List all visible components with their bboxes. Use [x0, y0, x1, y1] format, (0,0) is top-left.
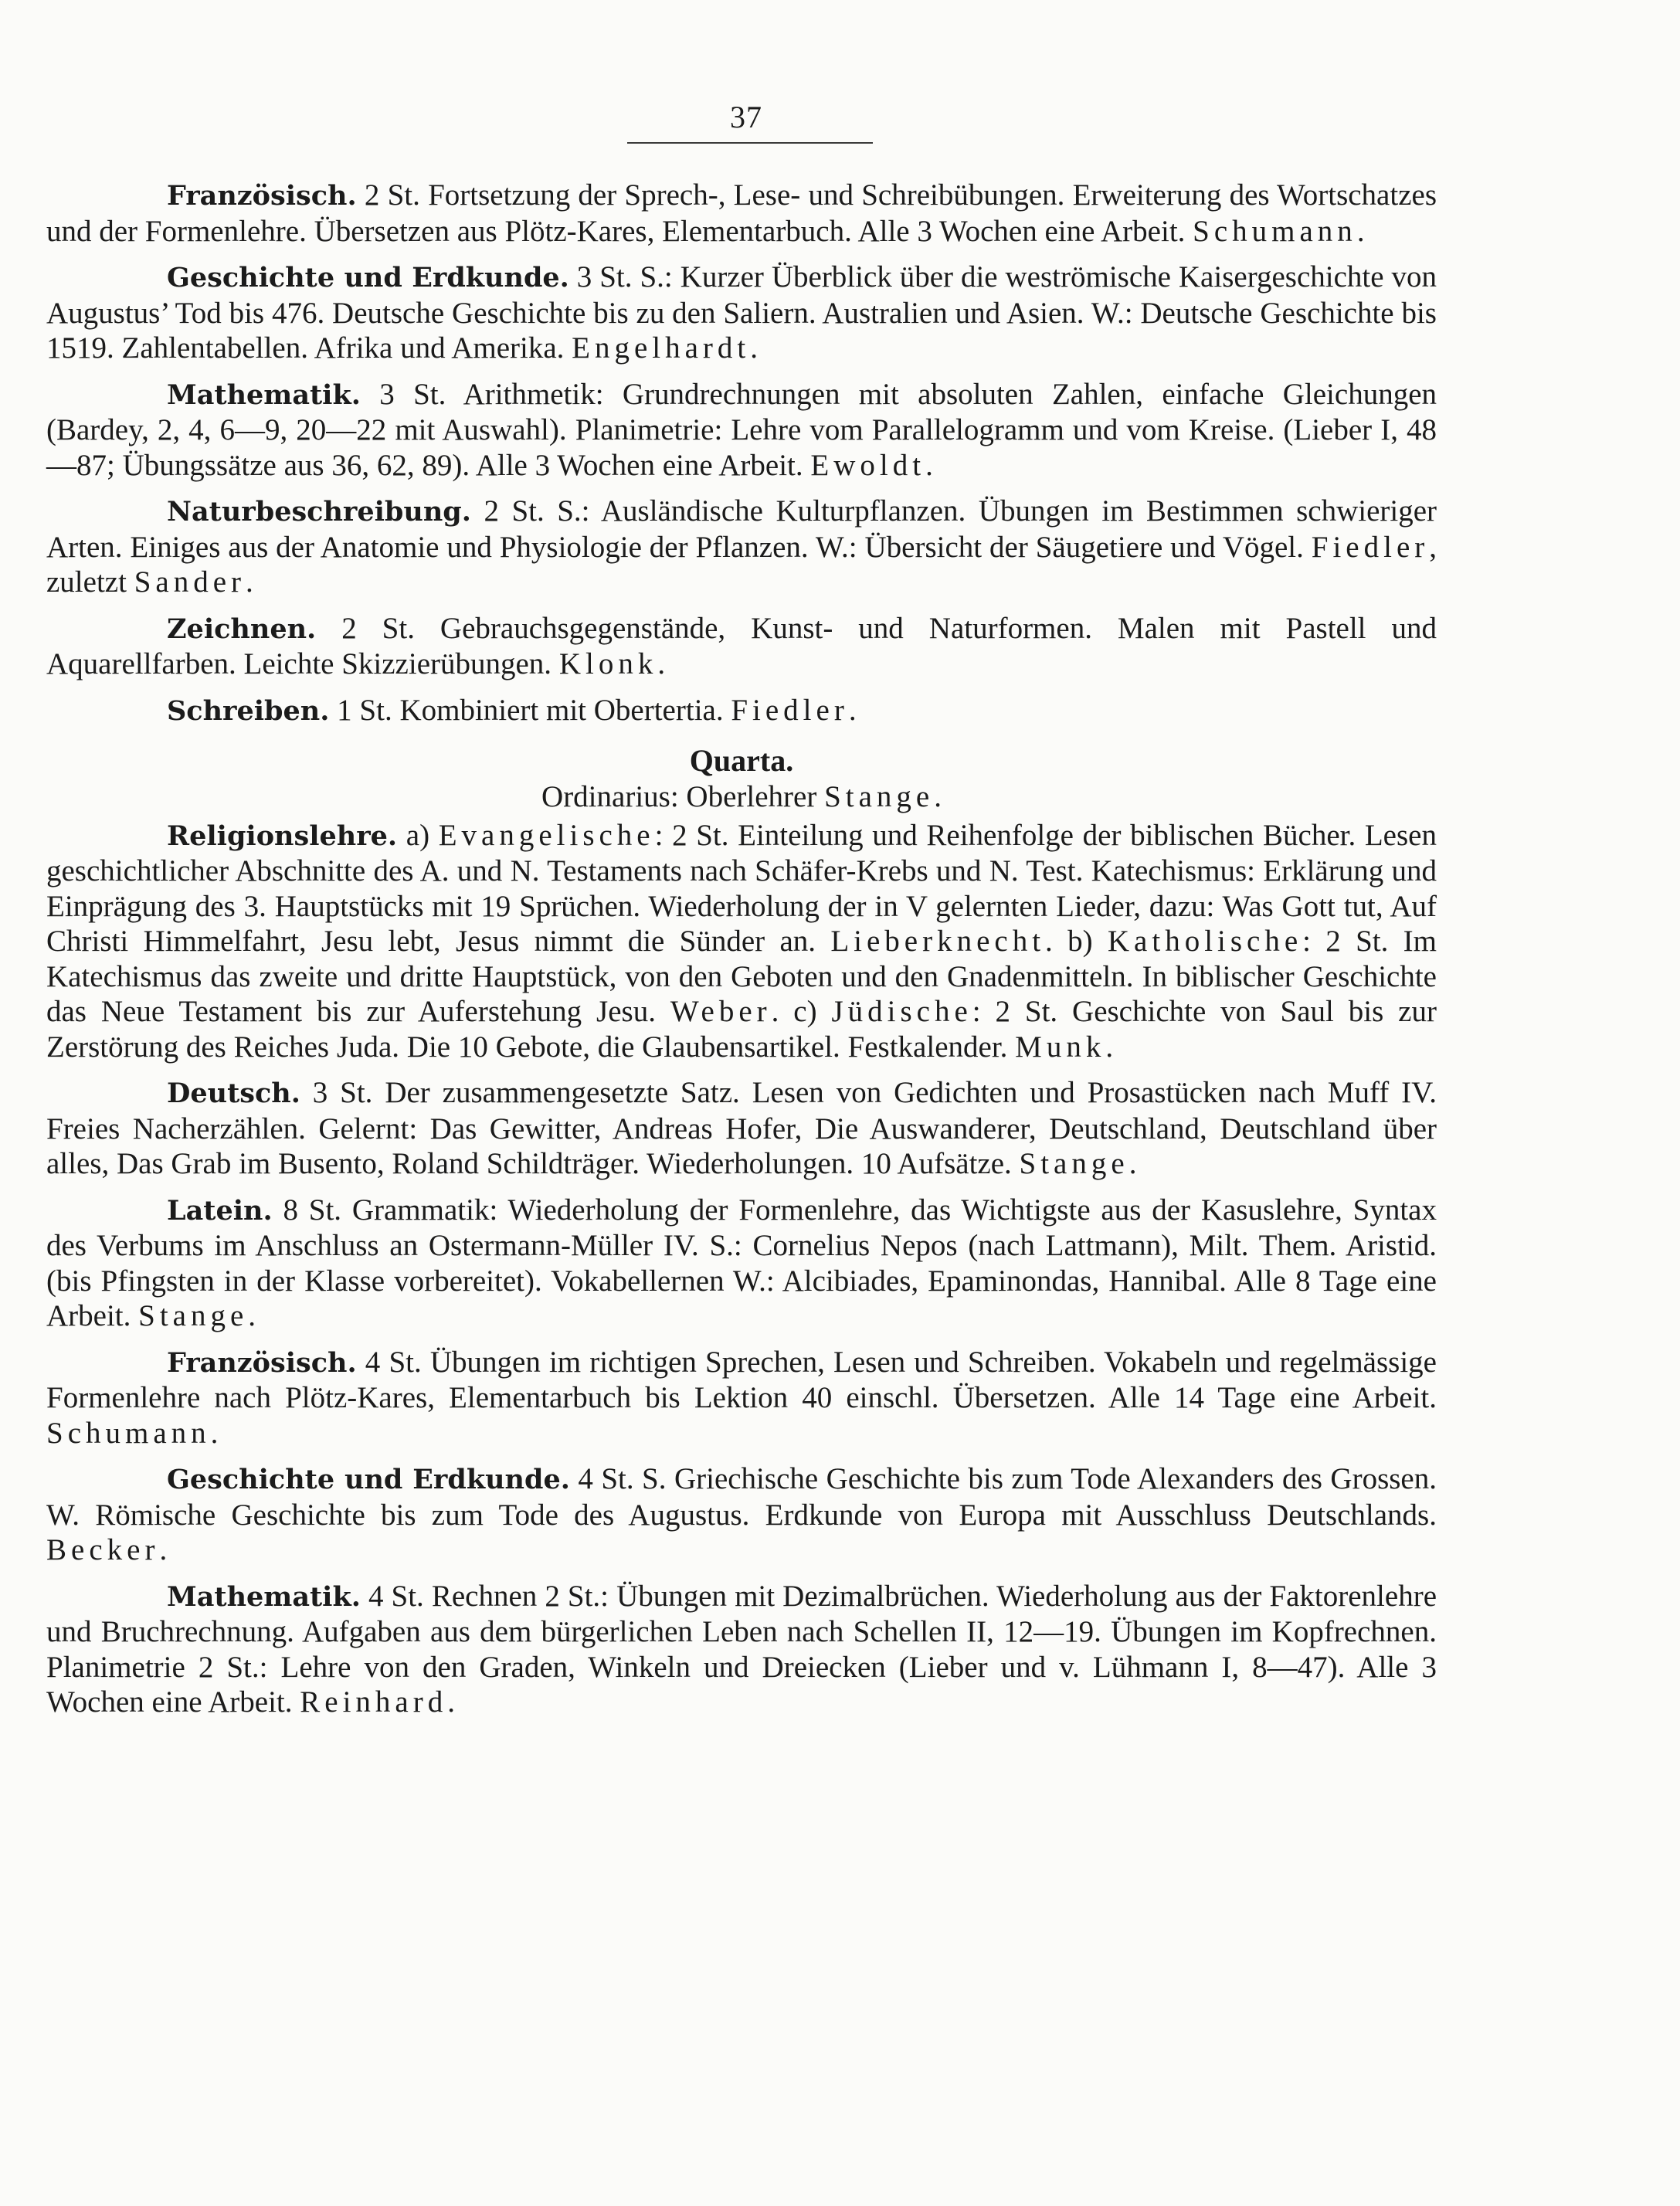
body-text: 2 St. Fortsetzung der Sprech-, Lese- und Schreibübungen. Erweiterung des Wortschatzes und der Formenlehre. Übersetzen aus Plötz-Kares, Elementarbuch. Alle 3 Wochen eine Arbeit. [46, 178, 1437, 248]
sections-quarta [46, 818, 1437, 1720]
body-text: 3 St. S.: Kurzer Überblick über die weströmische Kaisergeschichte von Augustus’ Tod bis 476. Deutsche Geschichte bis zu den Saliern. Australien und Asien. W.: Deutsche Geschichte bis 1519. Zahlentabellen. Afrika und Amerika. [46, 260, 1437, 365]
body-text: . [750, 331, 758, 365]
body-text: 2 St. Gebrauchsgegenstände, Kunst- und Naturformen. Malen mit Pastell und Aquarellfarben. Leichte Skizzierübungen. [46, 611, 1437, 680]
subject-paragraph-franzoesisch [46, 178, 1437, 249]
body-text: 3 St. Der zusammengesetzte Satz. Lesen von Gedichten und Prosastücken nach Muff IV. Freies Nacherzählen. Gelernt: Das Gewitter, Andreas Hofer, Die Auswanderer, Deutschland, Deutschland über alles, Das Grab im Busento, Roland Schildträger. Wiederholungen. 10 Aufsätze. [46, 1076, 1437, 1180]
subject-heading: Religionslehre. [167, 820, 398, 852]
body-text: . [657, 647, 666, 680]
sections-before-quarta [46, 178, 1437, 728]
ordinarius-prefix: Ordinarius: Oberlehrer [541, 780, 825, 813]
subject-paragraph-franzoesisch [46, 1345, 1437, 1451]
teacher-name: Becker [46, 1533, 160, 1566]
subject-heading: Französisch. [167, 1346, 357, 1379]
subject-heading: Französisch. [167, 180, 357, 212]
body-text: . [159, 1533, 168, 1566]
teacher-name: Klonk [558, 647, 658, 680]
page-number: 37 [730, 100, 762, 134]
teacher-name: Evangelische [438, 818, 655, 852]
subject-heading: Deutsch. [167, 1078, 300, 1109]
body-text: 1 St. Kombiniert mit Obertertia. [329, 693, 731, 727]
body-text: . [246, 565, 253, 599]
body-text: : 2 St. Im Katechismus das zweite und dritte Hauptstück, von den Geboten und den Gnadenmitteln. In biblischer Geschichte das Neue Testament bis zur Auferstehung Jesu. [46, 925, 1437, 1028]
body-text: , zuletzt [46, 530, 1437, 599]
page-content [46, 178, 1437, 1731]
body-text: . [848, 693, 857, 727]
body-text: : 2 St. Einteilung und Reihenfolge der biblischen Bücher. Lesen geschichtlicher Abschnitte des A. und N. Testaments nach Schäfer-Krebs und N. Test. Katechismus: Erklärung und Einprägung des 3. Hauptstücks mit 19 Sprüchen. Wiederholung der in V gelernten Lieder, dazu: Was Gott tut, Auf Christi Himmelfahrt, Jesu lebt, Jesus nimmt die Sünder an. [46, 818, 1437, 958]
teacher-name: Ewoldt [810, 448, 926, 482]
subject-paragraph-geschichte-und-erdkunde [46, 1461, 1437, 1568]
body-text: 3 St. Arithmetik: Grundrechnungen mit absoluten Zahlen, einfache Gleichungen (Bardey, 2, 4, 6—9, 20—22 mit Auswahl). Planimetrie: Lehre vom Parallelogramm und vom Kreise. (Lieber I, 48—87; Übungssätze aus 36, 62, 89). Alle 3 Wochen eine Arbeit. [46, 377, 1437, 482]
body-text: . [925, 448, 933, 482]
subject-heading: Geschichte und Erdkunde. [167, 262, 569, 294]
subject-paragraph-naturbeschreibung [46, 494, 1437, 600]
body-text: . [1356, 214, 1365, 248]
teacher-name: Weber [670, 995, 772, 1028]
subject-heading: Zeichnen. [167, 613, 317, 645]
body-text: : 2 St. Geschichte von Saul bis zur Zerstörung des Reiches Juda. Die 10 Gebote, die Glaubensartikel. Festkalender. [46, 995, 1437, 1064]
teacher-name: Jüdische [831, 995, 972, 1028]
subject-paragraph-geschichte-und-erdkunde [46, 260, 1437, 366]
teacher-name: Lieberknecht [830, 925, 1046, 958]
teacher-name: Fiedler [1311, 530, 1430, 564]
subject-paragraph-latein [46, 1193, 1437, 1334]
body-text: . [1105, 1030, 1114, 1064]
subject-heading: Schreiben. [167, 694, 330, 727]
ordinarius-suffix: . [934, 780, 942, 813]
teacher-name: Reinhard [300, 1685, 448, 1719]
body-text: 4 St. Übungen im richtigen Sprechen, Lesen und Schreiben. Vokabeln und regelmässige Formenlehre nach Plötz-Kares, Elementarbuch bis Lektion 40 einschl. Übersetzen. Alle 14 Tage eine Arbeit. [46, 1345, 1437, 1414]
teacher-name: Schumann [1193, 214, 1357, 248]
body-text: 2 St. S.: Ausländische Kulturpflanzen. Übungen im Bestimmen schwieriger Arten. Einiges aus der Anatomie und Physiologie der Pflanzen. W.: Übersicht der Säugetiere und Vögel. [46, 494, 1437, 564]
subject-paragraph-schreiben [46, 693, 1437, 729]
body-text: a) [397, 818, 439, 852]
subject-paragraph-zeichnen [46, 611, 1437, 682]
body-text: . b) [1045, 925, 1108, 958]
subject-paragraph-deutsch [46, 1075, 1437, 1182]
subject-heading: Latein. [167, 1194, 273, 1227]
subject-heading: Geschichte und Erdkunde. [167, 1464, 570, 1495]
header-rule [627, 142, 873, 144]
subject-heading: Naturbeschreibung. [167, 496, 471, 528]
body-text: . c) [771, 995, 832, 1028]
body-text: . [447, 1685, 455, 1719]
body-text: . [1128, 1147, 1137, 1180]
subject-heading: Mathematik. [167, 1580, 361, 1613]
subject-heading: Mathematik. [167, 378, 361, 411]
ordinarius-name: Stange [824, 780, 935, 813]
teacher-name: Stange [138, 1299, 249, 1332]
teacher-name: Engelhardt [572, 331, 751, 365]
section-title-quarta: Quarta. [689, 743, 794, 778]
subject-paragraph-mathematik [46, 1579, 1437, 1720]
body-text: . [210, 1416, 219, 1450]
teacher-name: Munk [1015, 1030, 1106, 1064]
teacher-name: Katholische [1107, 925, 1303, 958]
body-text: 4 St. Rechnen 2 St.: Übungen mit Dezimalbrüchen. Wiederholung aus der Faktorenlehre und Bruchrechnung. Aufgaben aus dem bürgerlichen Leben nach Schellen II, 12—19. Übungen im Kopfrechnen. Planimetrie 2 St.: Lehre von den Graden, Winkeln und Dreiecken (Lieber und v. Lühmann I, 8—47). Alle 3 Wochen eine Arbeit. [46, 1579, 1437, 1719]
teacher-name: Schumann [46, 1416, 211, 1450]
teacher-name: Sander [134, 565, 246, 599]
body-text: 4 St. S. Griechische Geschichte bis zum Tode Alexanders des Grossen. W. Römische Geschichte bis zum Tode des Augustus. Erdkunde von Europa mit Ausschluss Deutschlands. [46, 1462, 1437, 1532]
subject-paragraph-mathematik [46, 377, 1437, 484]
body-text: . [248, 1299, 256, 1332]
body-text: 8 St. Grammatik: Wiederholung der Formenlehre, das Wichtigste aus der Kasuslehre, Syntax des Verbums im Anschluss an Ostermann-Müller IV. S.: Cornelius Nepos (nach Lattmann), Milt. Them. Aristid. (bis Pfingsten in der Klasse vorbereitet). Vokabellernen W.: Alcibiades, Epaminondas, Hannibal. Alle 8 Tage eine Arbeit. [46, 1193, 1437, 1332]
teacher-name: Stange [1019, 1147, 1129, 1180]
teacher-name: Fiedler [731, 693, 849, 727]
ordinarius-line [46, 779, 1437, 815]
subject-paragraph-religionslehre [46, 818, 1437, 1065]
